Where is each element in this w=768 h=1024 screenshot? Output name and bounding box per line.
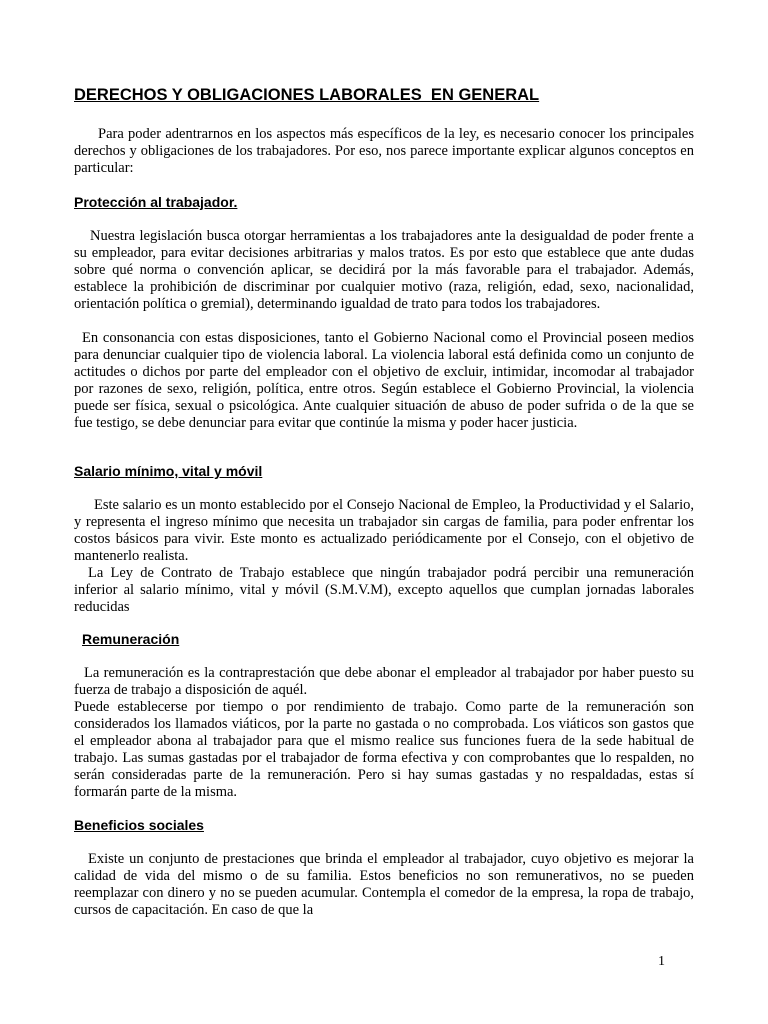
document-title: DERECHOS Y OBLIGACIONES LABORALES EN GENERAL	[74, 86, 540, 104]
paragraph-proteccion-2: En consonancia con estas disposiciones, tanto el Gobierno Nacional como el Provincial poseen medios para denunciar cualquier tipo de violencia laboral. La violencia laboral está definida como un conjunto de actitudes o dichos por parte del empleador con el objetivo de excluir, intimidar, incomodar al trabajador por razones de sexo, religión, política, entre otros. Según establece el Gobierno Provincial, la violencia puede ser física, sexual o psicológica. Ante cualquier situación de abuso de poder sufrida o de la que se fue testigo, se debe denunciar para evitar que continúe la misma y poder hacer justicia.	[74, 330, 694, 431]
section-heading-proteccion: Protección al trabajador.	[74, 194, 238, 210]
section-heading-salario: Salario mínimo, vital y móvil	[74, 463, 263, 479]
paragraph-remuneracion-1: La remuneración es la contraprestación que debe abonar el empleador al trabajador por haber puesto su fuerza de trabajo a disposición de aquél.	[74, 665, 694, 698]
intro-paragraph: Para poder adentrarnos en los aspectos más específicos de la ley, es necesario conocer los principales derechos y obligaciones de los trabajadores. Por eso, nos parece importante explicar algunos conceptos en particular:	[74, 126, 694, 176]
paragraph-proteccion-1: Nuestra legislación busca otorgar herramientas a los trabajadores ante la desigualdad de poder frente a su empleador, para evitar decisiones arbitrarias y malos tratos. Es por esto que establece que ante dudas sobre qué norma o convención aplicar, se decidirá por la más favorable para el trabajador. Además, establece la prohibición de discriminar por cualquier motivo (raza, religión, edad, sexo, nacionalidad, orientación política o gremial), determinando igualdad de trato para todos los trabajadores.	[74, 228, 694, 312]
page-number: 1	[658, 954, 665, 969]
paragraph-salario-2: La Ley de Contrato de Trabajo establece que ningún trabajador podrá percibir una remuneración inferior al salario mínimo, vital y móvil (S.M.V.M), excepto aquellos que cumplan jornadas laborales reducidas	[74, 565, 694, 615]
paragraph-salario-1: Este salario es un monto establecido por el Consejo Nacional de Empleo, la Productividad y el Salario, y representa el ingreso mínimo que necesita un trabajador sin cargas de familia, para poder enfrentar los costos básicos para vivir. Este monto es actualizado periódicamente por el Consejo, con el objetivo de mantenerlo realista.	[74, 497, 694, 564]
paragraph-remuneracion-2: Puede establecerse por tiempo o por rendimiento de trabajo. Como parte de la remuneración son considerados los llamados viáticos, por la parte no gastada o no comprobada. Los viáticos son gastos que el empleador abona al trabajador para que el mismo realice sus funciones fuera de la sede habitual de trabajo. Las sumas gastadas por el trabajador de forma efectiva y con comprobantes que lo respalden, no serán consideradas parte de la remuneración. Pero si hay sumas gastadas y no respaldadas, estas sí formarán parte de la misma.	[74, 699, 694, 800]
paragraph-beneficios-1: Existe un conjunto de prestaciones que brinda el empleador al trabajador, cuyo objetivo es mejorar la calidad de vida del mismo o de su familia. Estos beneficios no son remunerativos, no se pueden reemplazar con dinero y no se pueden acumular. Contempla el comedor de la empresa, la ropa de trabajo, cursos de capacitación. En caso de que la	[74, 851, 694, 918]
section-heading-remuneracion: Remuneración	[82, 631, 180, 647]
section-heading-beneficios: Beneficios sociales	[74, 817, 204, 833]
